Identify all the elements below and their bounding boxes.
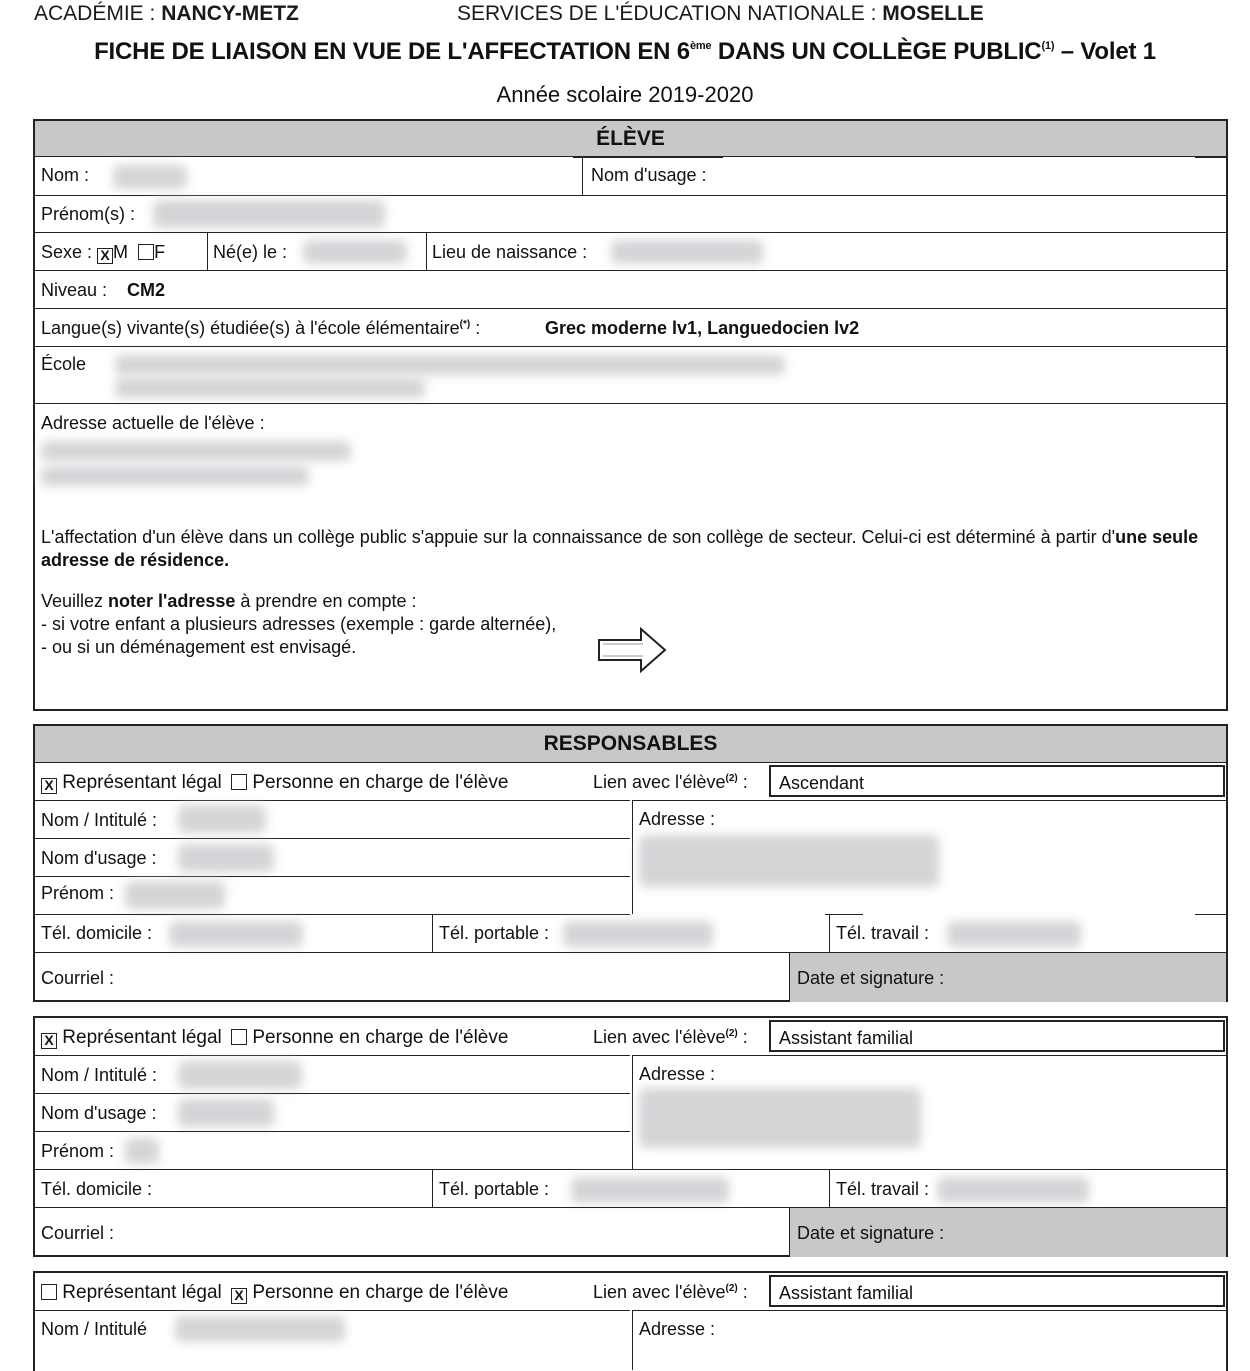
resp1-nom-usage-redacted	[178, 844, 274, 872]
resp1-rep-legal-label: Représentant légal	[62, 772, 222, 793]
resp1-courriel-row	[35, 952, 1226, 1002]
eleve-langues-row	[35, 308, 1226, 346]
resp1-nom-intitule-label: Nom / Intitulé :	[41, 810, 158, 830]
resp1-tel-portable-label: Tél. portable :	[439, 923, 550, 943]
resp2-courriel-row	[35, 1207, 1226, 1257]
resp2-adresse-redacted	[639, 1088, 921, 1148]
resp2-nom-redacted	[178, 1061, 302, 1089]
title-superscript: ème	[689, 40, 712, 52]
langues-footnote-ref: (*)	[459, 319, 471, 330]
eleve-nom-label: Nom :	[41, 165, 90, 185]
academie-value: NANCY-METZ	[161, 2, 299, 25]
eleve-info-block	[35, 520, 1226, 709]
resp1-tel-travail-redacted	[947, 921, 1081, 947]
resp1-personne-charge-label: Personne en charge de l'élève	[252, 772, 509, 793]
resp3-nom-redacted	[175, 1316, 345, 1342]
eleve-sexe-label: Sexe :	[41, 242, 93, 262]
resp3-lien-field	[593, 1282, 748, 1303]
resp3-personne-charge-label: Personne en charge de l'élève	[252, 1282, 509, 1303]
resp2-adresse-label: Adresse :	[639, 1064, 716, 1084]
sexe-f-checkbox[interactable]	[138, 244, 154, 260]
eleve-niveau-label: Niveau :	[41, 280, 108, 300]
resp2-prenom-redacted	[125, 1138, 159, 1164]
resp1-rep-legal-checkbox[interactable]: X	[41, 778, 57, 794]
resp1-tel-domicile-label: Tél. domicile :	[41, 923, 153, 943]
resp1-lien-colon: :	[737, 772, 748, 792]
resp3-lien-input[interactable]	[769, 1275, 1225, 1307]
resp2-personne-charge-checkbox[interactable]	[231, 1029, 247, 1045]
resp1-nom-row	[35, 800, 630, 838]
divider	[207, 233, 208, 271]
resp2-signature-cell[interactable]	[789, 1208, 1226, 1257]
veuillez-text	[41, 590, 561, 659]
resp3-lien-footnote-ref: (2)	[725, 1283, 738, 1294]
eleve-niveau-value: CM2	[127, 280, 166, 300]
eleve-ecole-row	[35, 346, 1226, 403]
resp1-prenom-row	[35, 876, 630, 914]
resp1-adresse-cell	[633, 800, 1226, 914]
resp3-rep-legal-checkbox[interactable]	[41, 1284, 57, 1300]
eleve-sexe-row	[35, 232, 1226, 270]
school-year	[0, 82, 1250, 108]
eleve-nom-row	[35, 157, 1226, 195]
resp2-tel-portable-label: Tél. portable :	[439, 1179, 550, 1199]
resp1-nom-usage-row	[35, 838, 630, 876]
divider	[829, 1170, 830, 1208]
eleve-langues-field	[41, 318, 480, 339]
eleve-prenom-redacted	[153, 200, 385, 228]
title-text-1: FICHE DE LIAISON EN VUE DE L'AFFECTATION EN 6	[94, 38, 690, 65]
school-year-label: Année scolaire	[496, 82, 643, 107]
resp1-lien-input[interactable]	[769, 765, 1225, 797]
eleve-birthdate-redacted	[303, 240, 407, 264]
veuillez-line	[41, 590, 561, 613]
resp2-lien-label: Lien avec l'élève	[593, 1027, 726, 1047]
school-year-value: 2019-2020	[648, 82, 754, 107]
sexe-f-label: F	[154, 242, 166, 262]
divider	[582, 157, 583, 195]
academie-label: ACADÉMIE :	[34, 2, 156, 25]
resp2-lien-field	[593, 1027, 748, 1048]
resp2-nom-usage-redacted	[178, 1099, 274, 1127]
divider	[1195, 914, 1228, 915]
resp2-lien-input[interactable]	[769, 1020, 1225, 1052]
resp2-lien-value: Assistant familial	[779, 1028, 914, 1048]
responsables-section-title: RESPONSABLES	[35, 726, 1226, 763]
eleve-ecole-redacted-2	[115, 378, 425, 398]
eleve-prenom-label: Prénom(s) :	[41, 204, 136, 224]
divider	[426, 233, 427, 271]
eleve-section	[33, 119, 1228, 711]
resp3-nom-row	[35, 1310, 630, 1370]
resp1-lien-label: Lien avec l'élève	[593, 772, 726, 792]
divider	[35, 914, 630, 915]
resp1-type-field	[41, 772, 508, 794]
resp3-lien-value: Assistant familial	[779, 1283, 914, 1303]
services-label: SERVICES DE L'ÉDUCATION NATIONALE :	[457, 2, 877, 25]
resp1-tel-row	[35, 914, 1226, 952]
resp3-type-row	[35, 1273, 1226, 1310]
eleve-adresse-label: Adresse actuelle de l'élève :	[41, 413, 265, 433]
resp1-lien-field	[593, 772, 748, 793]
resp2-lien-footnote-ref: (2)	[725, 1028, 738, 1039]
eleve-adresse-row	[35, 403, 1226, 520]
eleve-prenom-row	[35, 195, 1226, 232]
eleve-adresse-redacted-2	[41, 466, 309, 486]
veuillez-bullet-1: - si votre enfant a plusieurs adresses (exemple : garde alternée),	[41, 614, 557, 634]
sexe-m-checkbox[interactable]: X	[97, 248, 113, 264]
resp2-prenom-label: Prénom :	[41, 1141, 115, 1161]
resp1-tel-travail-label: Tél. travail :	[836, 923, 930, 943]
resp3-adresse-label: Adresse :	[639, 1319, 716, 1339]
arrow-right-icon	[597, 626, 669, 674]
info-bold-text: une seule adresse de résidence.	[41, 527, 1199, 570]
resp2-lien-colon: :	[737, 1027, 748, 1047]
eleve-ecole-redacted-1	[115, 355, 785, 375]
resp3-adresse-cell	[633, 1310, 1226, 1370]
academie-line	[34, 2, 299, 26]
title-text-2: DANS UN COLLÈGE PUBLIC	[711, 38, 1042, 65]
resp2-nom-intitule-label: Nom / Intitulé :	[41, 1065, 158, 1085]
eleve-nom-usage-label: Nom d'usage :	[591, 165, 707, 185]
resp2-tel-row	[35, 1169, 1226, 1207]
sexe-m-label: M	[113, 242, 129, 262]
document-header	[34, 2, 1230, 28]
resp2-type-row	[35, 1018, 1226, 1055]
resp2-nom-usage-label: Nom d'usage :	[41, 1103, 157, 1123]
resp1-personne-charge-checkbox[interactable]	[231, 774, 247, 790]
resp2-adresse-cell	[633, 1055, 1226, 1169]
resp1-adresse-redacted	[639, 835, 939, 887]
affectation-info-text	[41, 526, 1221, 572]
responsable-2-section	[33, 1016, 1228, 1257]
divider	[829, 914, 830, 952]
resp2-tel-travail-redacted	[937, 1177, 1089, 1203]
resp2-nom-row	[35, 1055, 630, 1093]
eleve-langues-value: Grec moderne lv1, Languedocien lv2	[545, 318, 860, 338]
eleve-nom-redacted	[113, 165, 187, 189]
resp1-date-signature-label: Date et signature :	[797, 968, 945, 988]
resp1-prenom-redacted	[125, 881, 225, 909]
resp3-rep-legal-label: Représentant légal	[62, 1282, 222, 1303]
divider	[825, 914, 863, 915]
resp2-prenom-row	[35, 1131, 630, 1169]
resp1-lien-footnote-ref: (2)	[725, 773, 738, 784]
divider	[432, 1170, 433, 1208]
resp3-type-field	[41, 1282, 508, 1304]
resp2-rep-legal-checkbox[interactable]: X	[41, 1033, 57, 1049]
divider	[1195, 157, 1228, 158]
resp1-nom-redacted	[178, 805, 266, 833]
resp2-rep-legal-label: Représentant légal	[62, 1027, 222, 1048]
resp1-lien-value: Ascendant	[779, 773, 865, 793]
resp2-date-signature-label: Date et signature :	[797, 1223, 945, 1243]
eleve-birthplace-redacted	[611, 240, 763, 264]
veuillez-bullet-2: - ou si un déménagement est envisagé.	[41, 637, 357, 657]
resp2-tel-travail-label: Tél. travail :	[836, 1179, 930, 1199]
services-line	[457, 2, 984, 26]
veuillez-bold: noter l'adresse	[108, 591, 236, 611]
eleve-ecole-label: École	[41, 354, 87, 374]
resp1-signature-cell[interactable]	[789, 953, 1226, 1002]
resp2-type-field	[41, 1027, 508, 1049]
resp1-nom-usage-label: Nom d'usage :	[41, 848, 157, 868]
resp1-tel-domicile-redacted	[169, 921, 303, 947]
responsable-1-section	[33, 724, 1228, 1002]
eleve-section-title: ÉLÈVE	[35, 121, 1226, 157]
resp2-personne-charge-label: Personne en charge de l'élève	[252, 1027, 509, 1048]
responsable-3-section	[33, 1271, 1228, 1371]
resp1-tel-portable-redacted	[563, 921, 713, 947]
resp3-lien-colon: :	[737, 1282, 748, 1302]
resp2-tel-portable-redacted	[571, 1177, 729, 1203]
eleve-lieu-label: Lieu de naissance :	[432, 242, 588, 262]
page-title	[0, 38, 1250, 66]
eleve-ne-le-label: Né(e) le :	[213, 242, 288, 262]
eleve-sexe-field	[41, 242, 165, 264]
resp3-nom-intitule-label: Nom / Intitulé	[41, 1319, 148, 1339]
title-text-3: – Volet 1	[1054, 38, 1156, 65]
resp2-courriel-label: Courriel :	[41, 1223, 115, 1243]
resp3-personne-charge-checkbox[interactable]: X	[231, 1288, 247, 1304]
divider	[432, 914, 433, 952]
resp2-nom-usage-row	[35, 1093, 630, 1131]
langues-colon: :	[470, 318, 481, 338]
resp3-lien-label: Lien avec l'élève	[593, 1282, 726, 1302]
info-text: L'affectation d'un élève dans un collège public s'appuie sur la connaissance de son collège de secteur. Celui-ci est déterminé à partir d'	[41, 527, 1116, 547]
resp1-adresse-label: Adresse :	[639, 809, 716, 829]
services-value: MOSELLE	[882, 2, 984, 25]
resp1-prenom-label: Prénom :	[41, 883, 115, 903]
eleve-langues-label: Langue(s) vivante(s) étudiée(s) à l'école élémentaire	[41, 318, 460, 338]
divider	[573, 157, 723, 158]
eleve-niveau-row	[35, 270, 1226, 308]
resp2-tel-domicile-label: Tél. domicile :	[41, 1179, 153, 1199]
resp1-courriel-label: Courriel :	[41, 968, 115, 988]
veuillez-text-2: à prendre en compte :	[235, 591, 417, 611]
resp1-type-row	[35, 763, 1226, 800]
veuillez-text-1: Veuillez	[41, 591, 109, 611]
eleve-adresse-redacted-1	[41, 441, 351, 461]
title-footnote-ref: (1)	[1041, 40, 1055, 52]
